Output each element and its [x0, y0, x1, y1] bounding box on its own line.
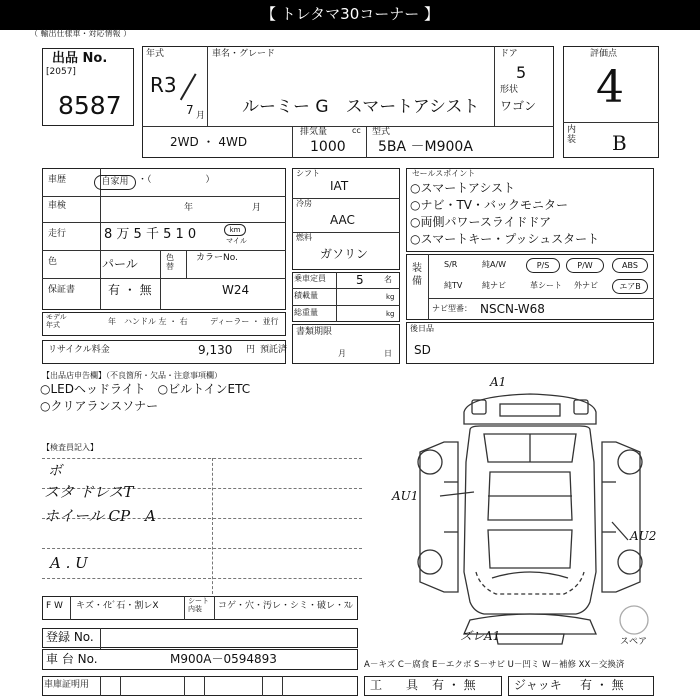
- damage-legend: A－キズ C－腐食 E－エクボ S－サビ U－凹ミ W－補修 XX－交換済: [364, 660, 625, 670]
- color-value: パール: [102, 257, 138, 271]
- model-code-value: 5BA －M900A: [378, 139, 473, 155]
- sales-points-label: セールスポイント: [412, 169, 476, 178]
- equip-tv: 純TV: [444, 281, 463, 290]
- color-code-label: カラーNo.: [196, 253, 238, 263]
- equip-ps: P/S: [526, 258, 560, 273]
- jack-value: 有 ・ 無: [580, 678, 624, 692]
- chassis-label: 車 台 No.: [46, 652, 98, 666]
- history-rest: ・（ ）: [138, 175, 215, 185]
- model-spec-dealer: ディーラー ・ 並行: [210, 317, 279, 326]
- inspector-line-1: ボ: [48, 463, 62, 479]
- ac-value: AAC: [330, 213, 355, 227]
- navi-label: ナビ型番：: [432, 304, 472, 313]
- car-damage-diagram: [400, 372, 660, 662]
- mileage-value: 8 万 5 千 5 1 0: [104, 227, 197, 242]
- inspection-year: 年: [184, 203, 194, 213]
- fuel-label: 燃料: [296, 233, 312, 242]
- aftermarket-value: SD: [414, 343, 431, 357]
- car-name-value: ルーミー G スマートアシスト: [242, 97, 480, 117]
- displacement-value: 1000: [310, 139, 346, 155]
- year-month-unit: 月: [196, 111, 206, 121]
- year-month: 7: [186, 103, 194, 117]
- history-label: 車歴: [48, 175, 67, 185]
- diagram-au1: AU1: [392, 489, 419, 503]
- gross-label: 総重量: [294, 308, 318, 317]
- sales-point-3: ○両側パワースライドドア: [410, 215, 552, 229]
- drive-value: 2WD ・ 4WD: [170, 135, 248, 149]
- displacement-label: 排気量: [300, 127, 328, 137]
- warranty-label: 保証書: [48, 285, 76, 295]
- load-label: 積載量: [294, 291, 318, 300]
- color-label: 色: [48, 257, 58, 267]
- equip-sr: S/R: [444, 260, 458, 269]
- lot-number: 8587: [58, 91, 122, 120]
- model-spec-handle: ハンドル 左 ・ 右: [124, 317, 188, 326]
- aftermarket-box: [406, 322, 654, 364]
- car-name-label: 車名・グレード: [212, 49, 276, 59]
- equip-pw: P/W: [566, 258, 604, 273]
- equip-leather: 革シート: [530, 281, 562, 290]
- equip-airbag: エアB: [612, 279, 648, 294]
- sheet-title: 【 トレタマ30コーナー 】: [260, 5, 440, 23]
- inspection-month: 月: [252, 203, 262, 213]
- year-label: 年式: [146, 49, 165, 59]
- model-code-label: 型式: [372, 127, 391, 137]
- color-code: W24: [222, 283, 250, 297]
- inspector-line-3: ホイール CP A: [44, 507, 156, 525]
- inspector-line-5: A . U: [50, 554, 88, 572]
- recycle-label: リサイクル料金: [48, 345, 110, 355]
- fw-label: F W: [46, 601, 63, 611]
- equip-navi: 純ナビ: [482, 281, 506, 290]
- warranty-value: 有 ・ 無: [108, 283, 152, 297]
- interior-value: B: [612, 131, 627, 155]
- jack-label: ジャッキ: [514, 678, 562, 692]
- tools-value: 有 ・ 無: [432, 678, 476, 692]
- sales-point-4: ○スマートキー・プッシュスタート: [410, 232, 600, 246]
- history-value: 自家用: [94, 175, 136, 190]
- equip-abs: ABS: [612, 258, 648, 273]
- due-date-label: 書類期限: [296, 327, 333, 337]
- color-repaint: 色替: [166, 253, 174, 271]
- fw-seat-label: シート内装: [188, 597, 209, 613]
- top-note: （ 輸出仕様車・対応情報 ）: [30, 29, 132, 38]
- capacity-value: 5: [356, 273, 364, 287]
- inspector-label: 【検査員記入】: [42, 443, 98, 452]
- registration-label: 登録 No.: [46, 630, 94, 644]
- recycle-value: 9,130: [198, 343, 233, 357]
- seller-note-1: ○LEDヘッドライト ○ビルトインETC: [40, 382, 251, 396]
- year-value: R3: [150, 73, 177, 97]
- equip-aw: 純A/W: [482, 260, 507, 269]
- equip-ext-navi: 外ナビ: [574, 281, 598, 290]
- doors-label: ドア: [500, 49, 518, 59]
- due-date-day: 日: [384, 349, 392, 358]
- mileage-unit-mile: マイル: [226, 237, 247, 245]
- due-date-month: 月: [338, 349, 346, 358]
- capacity-unit: 名: [384, 275, 392, 284]
- aftermarket-label: 後日品: [410, 324, 434, 333]
- recycle-status: 預託済: [260, 345, 288, 355]
- navi-model: NSCN-W68: [480, 302, 545, 316]
- diagram-au2: AU2: [630, 529, 657, 543]
- sales-point-1: ○スマートアシスト: [410, 181, 516, 195]
- gross-unit: kg: [386, 310, 395, 318]
- doors-value: 5: [516, 63, 527, 82]
- mileage-unit-km: km: [224, 224, 246, 236]
- model-spec-year: 年: [108, 317, 116, 326]
- fw-seat: コゲ・穴・汚レ・シミ・破レ・ｽﾚ: [218, 601, 354, 611]
- seller-notes-label: 【出品店申告欄】（不良箇所・欠品・注意事項欄）: [42, 371, 222, 380]
- shape-label: 形状: [500, 85, 519, 95]
- mileage-label: 走行: [48, 229, 67, 239]
- shape-value: ワゴン: [500, 99, 537, 113]
- chassis-value: M900A－0594893: [170, 652, 277, 666]
- load-unit: kg: [386, 293, 395, 301]
- score-value: 4: [596, 62, 624, 113]
- cert-row: [42, 676, 358, 696]
- shift-label: シフト: [296, 169, 320, 178]
- shift-value: IAT: [330, 179, 349, 193]
- sales-point-2: ○ナビ・TV・バックモニター: [410, 198, 569, 212]
- recycle-unit: 円: [246, 345, 256, 355]
- tools-label: 工 具: [370, 678, 419, 692]
- score-label: 評価点: [590, 49, 618, 59]
- seller-note-2: ○クリアランスソナー: [40, 399, 159, 413]
- diagram-spare: スペア: [620, 637, 648, 647]
- diagram-bottom-note: ズレA1: [460, 629, 501, 643]
- displacement-unit: cc: [352, 126, 361, 135]
- model-spec-label: モデル年式: [46, 313, 67, 329]
- ac-label: 冷房: [296, 199, 312, 208]
- fw-defects: キズ・ｲﾋﾞ石・割レX: [76, 601, 159, 611]
- capacity-label: 乗車定員: [294, 274, 326, 283]
- cert-label: 車庫証明用: [44, 680, 90, 690]
- diagram-a1-top: A1: [490, 375, 507, 389]
- lot-label: 出品 No.: [52, 51, 108, 66]
- equipment-label: 装備: [412, 263, 422, 287]
- inspector-line-2: スタ ドレスT: [44, 483, 134, 501]
- interior-label: 内装: [567, 125, 577, 145]
- lot-sub: [2057]: [46, 67, 76, 77]
- inspection-label: 車検: [48, 201, 67, 211]
- fuel-value: ガソリン: [320, 247, 369, 261]
